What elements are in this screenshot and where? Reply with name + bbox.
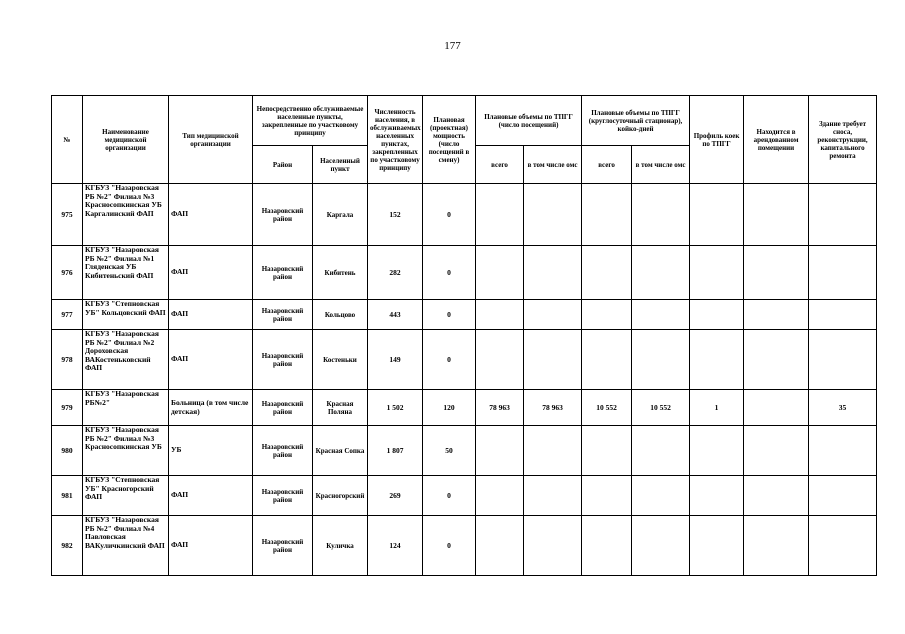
row-number: 977 xyxy=(52,300,83,330)
locality-cell: Куличка xyxy=(313,516,368,576)
capacity-cell: 0 xyxy=(423,476,476,516)
org-type-cell: ФАП xyxy=(169,246,253,300)
capacity-cell: 0 xyxy=(423,330,476,390)
building-cell xyxy=(809,476,877,516)
beds-oms-cell xyxy=(632,246,690,300)
header-population: Численность населения, в обслуживаемых населенных пунктах, закрепленных по участковому принципу xyxy=(368,96,423,184)
org-name-cell: КГБУЗ "Назаровская РБ №2" Филиал №2 Дороховская ВАКостеньковский ФАП xyxy=(83,330,169,390)
locality-cell: Кибитень xyxy=(313,246,368,300)
building-cell xyxy=(809,184,877,246)
locality-cell: Красная Сопка xyxy=(313,426,368,476)
locality-cell: Красная Поляна xyxy=(313,390,368,426)
capacity-cell: 120 xyxy=(423,390,476,426)
page-number: 177 xyxy=(444,40,461,52)
rented-cell xyxy=(744,426,809,476)
profile-cell: 1 xyxy=(690,390,744,426)
visits-total-cell xyxy=(476,516,524,576)
district-cell: Назаровский район xyxy=(253,246,313,300)
header-profile-beds: Профиль коек по ТПГГ xyxy=(690,96,744,184)
population-cell: 1 502 xyxy=(368,390,423,426)
capacity-cell: 0 xyxy=(423,184,476,246)
beds-total-cell xyxy=(582,426,632,476)
rented-cell xyxy=(744,516,809,576)
beds-total-cell xyxy=(582,476,632,516)
beds-oms-cell xyxy=(632,426,690,476)
row-number: 978 xyxy=(52,330,83,390)
visits-total-cell xyxy=(476,476,524,516)
district-cell: Назаровский район xyxy=(253,516,313,576)
row-number: 979 xyxy=(52,390,83,426)
rented-cell xyxy=(744,390,809,426)
org-name-cell: КГБУЗ "Назаровская РБ№2" xyxy=(83,390,169,426)
org-name-cell: КГБУЗ "Назаровская РБ №2" Филиал №3 Красносопкинская УБ Каргалинский ФАП xyxy=(83,184,169,246)
visits-oms-cell: 78 963 xyxy=(524,390,582,426)
header-rented: Находится в арендованном помещении xyxy=(744,96,809,184)
visits-total-cell xyxy=(476,330,524,390)
header-oms-visits: в том числе омс xyxy=(524,146,582,184)
district-cell: Назаровский район xyxy=(253,330,313,390)
table-row xyxy=(52,516,877,576)
locality-cell: Каргала xyxy=(313,184,368,246)
header-planned-beds: Плановые объемы по ТПГГ (круглосуточный стационар), койко-дней xyxy=(582,96,690,146)
rented-cell xyxy=(744,330,809,390)
population-cell: 282 xyxy=(368,246,423,300)
building-cell: 35 xyxy=(809,390,877,426)
building-cell xyxy=(809,516,877,576)
rented-cell xyxy=(744,476,809,516)
beds-oms-cell xyxy=(632,300,690,330)
beds-total-cell xyxy=(582,184,632,246)
visits-total-cell xyxy=(476,184,524,246)
locality-cell: Костеньки xyxy=(313,330,368,390)
beds-oms-cell xyxy=(632,476,690,516)
rented-cell xyxy=(744,184,809,246)
beds-total-cell: 10 552 xyxy=(582,390,632,426)
capacity-cell: 50 xyxy=(423,426,476,476)
district-cell: Назаровский район xyxy=(253,300,313,330)
visits-oms-cell xyxy=(524,516,582,576)
row-number: 980 xyxy=(52,426,83,476)
org-name-cell: КГБУЗ "Назаровская РБ №2" Филиал №3 Красносопкинская УБ xyxy=(83,426,169,476)
org-type-cell: ФАП xyxy=(169,330,253,390)
header-planned-visits: Плановые объемы по ТПГГ (число посещений) xyxy=(476,96,582,146)
header-total-beds: всего xyxy=(582,146,632,184)
beds-oms-cell xyxy=(632,184,690,246)
building-cell xyxy=(809,246,877,300)
org-name-cell: КГБУЗ "Степновская УБ" Кольцовский ФАП xyxy=(83,300,169,330)
header-total-visits: всего xyxy=(476,146,524,184)
rented-cell xyxy=(744,300,809,330)
district-cell: Назаровский район xyxy=(253,390,313,426)
beds-oms-cell xyxy=(632,516,690,576)
district-cell: Назаровский район xyxy=(253,184,313,246)
table-row xyxy=(52,300,877,330)
org-name-cell: КГБУЗ "Назаровская РБ №2" Филиал №1 Гляденская УБ Кибитеньский ФАП xyxy=(83,246,169,300)
population-cell: 443 xyxy=(368,300,423,330)
population-cell: 269 xyxy=(368,476,423,516)
header-capacity: Плановая (проектная) мощность (число посещений в смену) xyxy=(423,96,476,184)
building-cell xyxy=(809,426,877,476)
population-cell: 152 xyxy=(368,184,423,246)
visits-total-cell xyxy=(476,426,524,476)
visits-oms-cell xyxy=(524,476,582,516)
district-cell: Назаровский район xyxy=(253,426,313,476)
table-row xyxy=(52,390,877,426)
header-oms-beds: в том числе омс xyxy=(632,146,690,184)
header-no: № xyxy=(52,96,83,184)
visits-total-cell xyxy=(476,246,524,300)
profile-cell xyxy=(690,516,744,576)
capacity-cell: 0 xyxy=(423,300,476,330)
org-type-cell: УБ xyxy=(169,426,253,476)
org-type-cell: ФАП xyxy=(169,300,253,330)
profile-cell xyxy=(690,184,744,246)
table-row xyxy=(52,184,877,246)
profile-cell xyxy=(690,300,744,330)
header-org-type: Тип медицинской организации xyxy=(169,96,253,184)
org-type-cell: Больница (в том числе детская) xyxy=(169,390,253,426)
beds-total-cell xyxy=(582,300,632,330)
org-name-cell: КГБУЗ "Степновская УБ" Красногорский ФАП xyxy=(83,476,169,516)
visits-oms-cell xyxy=(524,246,582,300)
capacity-cell: 0 xyxy=(423,246,476,300)
profile-cell xyxy=(690,476,744,516)
visits-total-cell xyxy=(476,300,524,330)
visits-oms-cell xyxy=(524,184,582,246)
header-building: Здание требует сноса, реконструкции, капитального ремонта xyxy=(809,96,877,184)
org-name-cell: КГБУЗ "Назаровская РБ №2" Филиал №4 Павловская ВАКуличкинский ФАП xyxy=(83,516,169,576)
capacity-cell: 0 xyxy=(423,516,476,576)
org-type-cell: ФАП xyxy=(169,476,253,516)
locality-cell: Кольцово xyxy=(313,300,368,330)
visits-oms-cell xyxy=(524,300,582,330)
visits-oms-cell xyxy=(524,426,582,476)
population-cell: 149 xyxy=(368,330,423,390)
profile-cell xyxy=(690,246,744,300)
building-cell xyxy=(809,330,877,390)
beds-oms-cell xyxy=(632,330,690,390)
table-row xyxy=(52,476,877,516)
row-number: 982 xyxy=(52,516,83,576)
header-org-name: Наименование медицинской организации xyxy=(83,96,169,184)
table-row xyxy=(52,330,877,390)
building-cell xyxy=(809,300,877,330)
row-number: 981 xyxy=(52,476,83,516)
medical-organizations-table xyxy=(51,95,877,576)
profile-cell xyxy=(690,426,744,476)
row-number: 975 xyxy=(52,184,83,246)
rented-cell xyxy=(744,246,809,300)
row-number: 976 xyxy=(52,246,83,300)
district-cell: Назаровский район xyxy=(253,476,313,516)
header-locality: Населенный пункт xyxy=(313,146,368,184)
table-row xyxy=(52,426,877,476)
visits-total-cell: 78 963 xyxy=(476,390,524,426)
visits-oms-cell xyxy=(524,330,582,390)
population-cell: 1 807 xyxy=(368,426,423,476)
beds-total-cell xyxy=(582,330,632,390)
header-served-points: Непосредственно обслуживаемые населенные пункты, закрепленные по участковому принципу xyxy=(253,96,368,146)
beds-total-cell xyxy=(582,516,632,576)
beds-oms-cell: 10 552 xyxy=(632,390,690,426)
population-cell: 124 xyxy=(368,516,423,576)
table-row xyxy=(52,246,877,300)
org-type-cell: ФАП xyxy=(169,184,253,246)
profile-cell xyxy=(690,330,744,390)
org-type-cell: ФАП xyxy=(169,516,253,576)
header-district: Район xyxy=(253,146,313,184)
beds-total-cell xyxy=(582,246,632,300)
locality-cell: Красногорский xyxy=(313,476,368,516)
